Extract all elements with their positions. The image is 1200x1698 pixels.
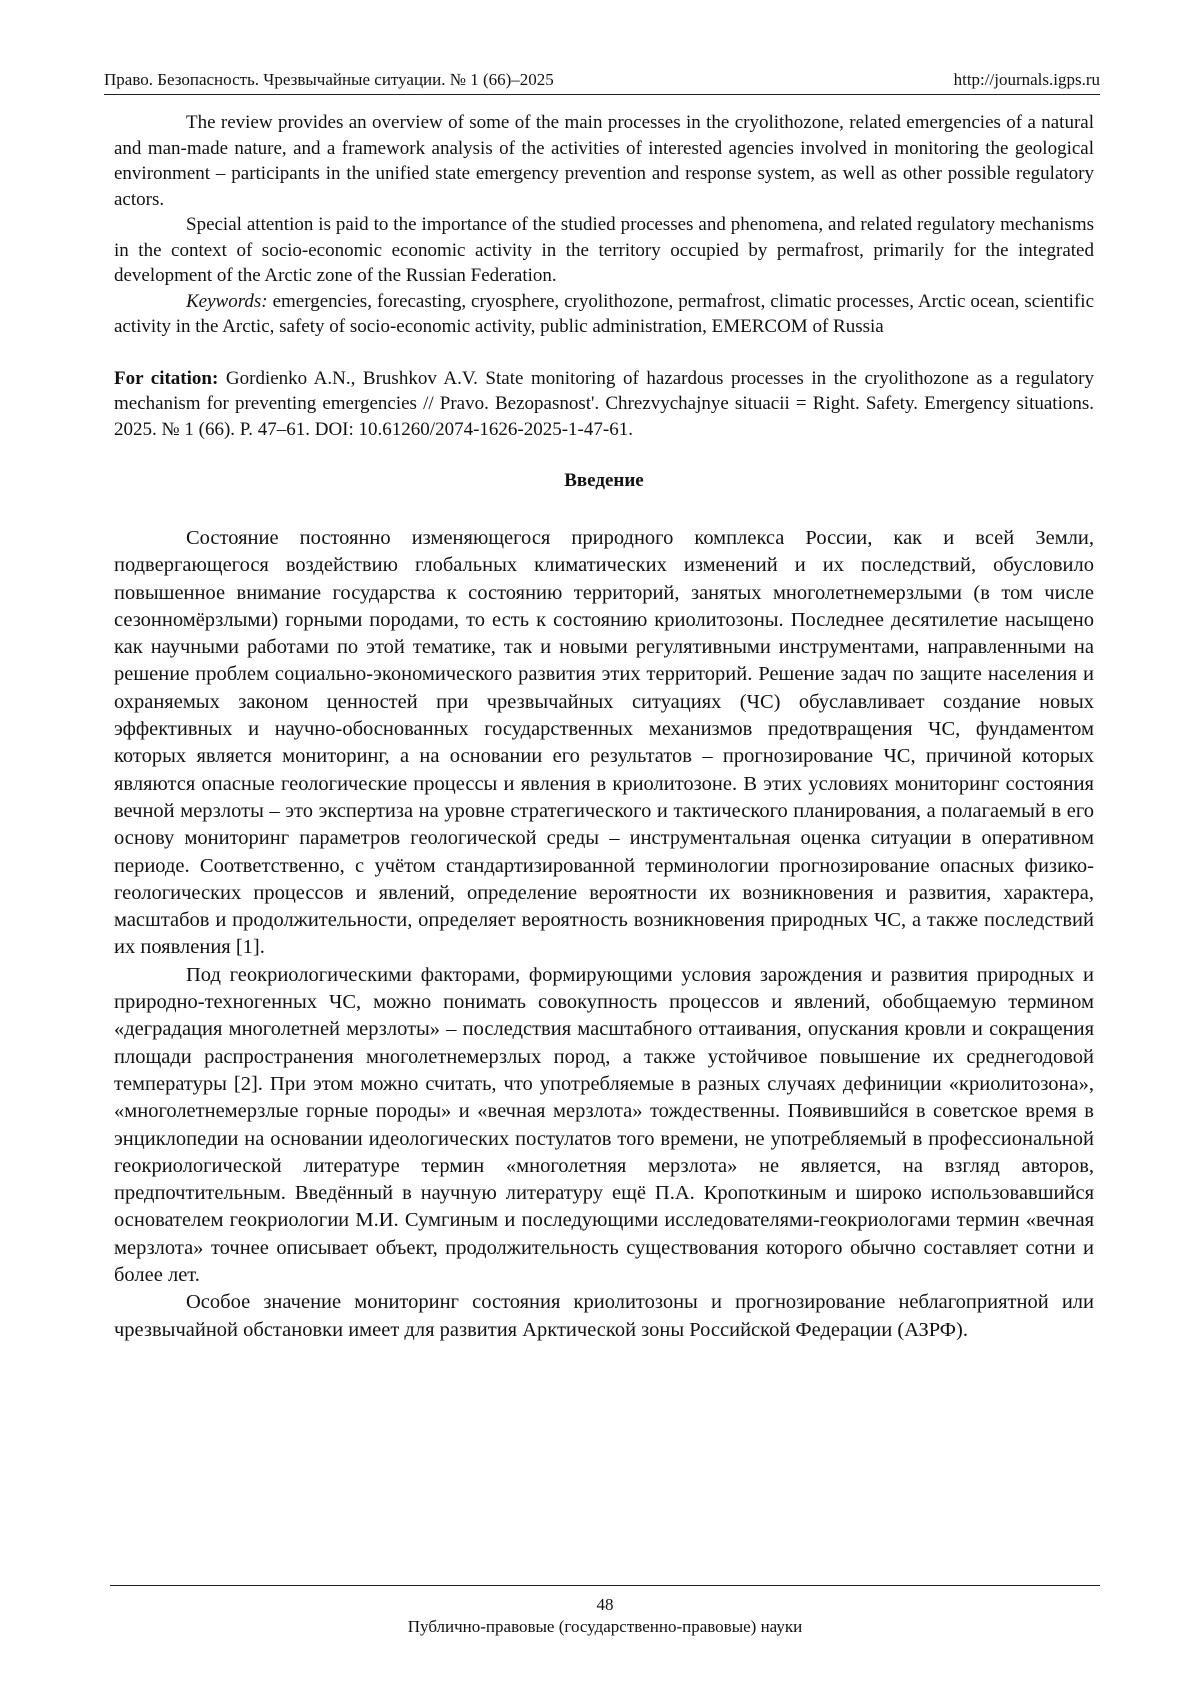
running-footer: [110, 1585, 1100, 1638]
body-paragraph: Состояние постоянно изменяющегося природного комплекса России, как и всей Земли, подвергающегося воздействию глобальных климатических изменений и их последствий, обусловило повышенное внимание государства к состоянию территорий, занятых многолетнемерзлыми (в том числе сезонномёрзлыми) горными породами, то есть к состоянию криолитозоны. Последнее десятилетие насыщено как научными работами по этой тематике, так и новыми регулятивными инструментами, направленными на решение проблем социально-экономического развития этих территорий. Решение задач по защите населения и охраняемых законом ценностей при чрезвычайных ситуациях (ЧС) обуславливает создание новых эффективных и научно-обоснованных государственных механизмов предотвращения ЧС, фундаментом которых является мониторинг, а на основании его результатов – прогнозирование ЧС, причиной которых являются опасные геологические процессы и явления в криолитозоне. В этих условиях мониторинг состояния вечной мерзлоты – это экспертиза на уровне стратегического и тактического планирования, а полагаемый в его основу мониторинг параметров геологической среды – инструментальная оценка ситуации в оперативном периоде. Соответственно, с учётом стандартизированной терминологии прогнозирование опасных физико-геологических процессов и явлений, определение вероятности их возникновения и развития, характера, масштабов и продолжительности, определяет вероятность возникновения природных ЧС, а также последствий их появления [1].: [114, 527, 1094, 959]
journal-url-link[interactable]: http://journals.igps.ru: [953, 70, 1100, 89]
keywords-label: Keywords:: [186, 290, 268, 312]
abstract-paragraph: Special attention is paid to the importance of the studied processes and phenomena, and related regulatory mechanisms in the context of socio-economic economic activity in the territory occupied by permafrost, primarily for the integrated development of the Arctic zone of the Russian Federation.: [114, 214, 1094, 286]
journal-title: Право. Безопасность. Чрезвычайные ситуации. № 1 (66)–2025: [104, 70, 554, 89]
running-header: [104, 70, 1100, 95]
citation: [114, 366, 1094, 443]
abstract: [114, 110, 1094, 340]
page-number: 48: [596, 1595, 614, 1614]
section-heading: Введение: [564, 470, 644, 491]
footer-section-name: Публично-правовые (государственно-правовые) науки: [407, 1617, 803, 1636]
citation-text: Gordienko A.N., Brushkov A.V. State monitoring of hazardous processes in the cryolithozone as a regulatory mechanism for preventing emergencies // Pravo. Bezopasnost'. Chrezvychajnye situacii = Right. Safety. Emergency situations. 2025. № 1 (66). P. 47–61. DOI: 10.61260/2074-1626-2025-1-47-61.: [114, 367, 1094, 440]
page-content: [114, 110, 1094, 1344]
body-paragraph: Особое значение мониторинг состояния криолитозоны и прогнозирование неблагоприятной или чрезвычайной обстановки имеет для развития Арктической зоны Российской Федерации (АЗРФ).: [114, 1291, 1094, 1341]
keywords: [114, 289, 1094, 340]
section-body: [114, 525, 1094, 1344]
citation-label: For citation:: [114, 367, 219, 389]
body-paragraph: Под геокриологическими факторами, формирующими условия зарождения и развития природных и природно-техногенных ЧС, можно понимать совокупность процессов и явлений, обобщаемую термином «деградация многолетней мерзлоты» – последствия масштабного оттаивания, опускания кровли и сокращения площади распространения многолетнемерзлых пород, а также устойчивое повышение их среднегодовой температуры [2]. При этом можно считать, что употребляемые в разных случаях дефиниции «криолитозона», «многолетнемерзлые горные породы» и «вечная мерзлота» тождественны. Появившийся в советское время в энциклопедии на основании идеологических постулатов того времени, не употребляемый в профессиональной геокриологической литературе термин «многолетняя мерзлота» не является, на взгляд авторов, предпочтительным. Введённый в научную литературу ещё П.А. Кропоткиным и широко использовавшийся основателем геокриологии М.И. Сумгиным и последующими исследователями-геокриологами термин «вечная мерзлота» точнее описывает объект, продолжительность существования которого обычно составляет сотни и более лет.: [114, 963, 1094, 1287]
keywords-text: emergencies, forecasting, cryosphere, cryolithozone, permafrost, climatic processes, Arctic ocean, scientific activity in the Arctic, safety of socio-economic activity, public administration, EMERCOM of Russia: [114, 290, 1094, 337]
abstract-paragraph: The review provides an overview of some of the main processes in the cryolithozone, related emergencies of a natural and man-made nature, and a framework analysis of the activities of interested agencies involved in monitoring the geological environment – participants in the unified state emergency prevention and response system, as well as other possible regulatory actors.: [114, 112, 1094, 210]
